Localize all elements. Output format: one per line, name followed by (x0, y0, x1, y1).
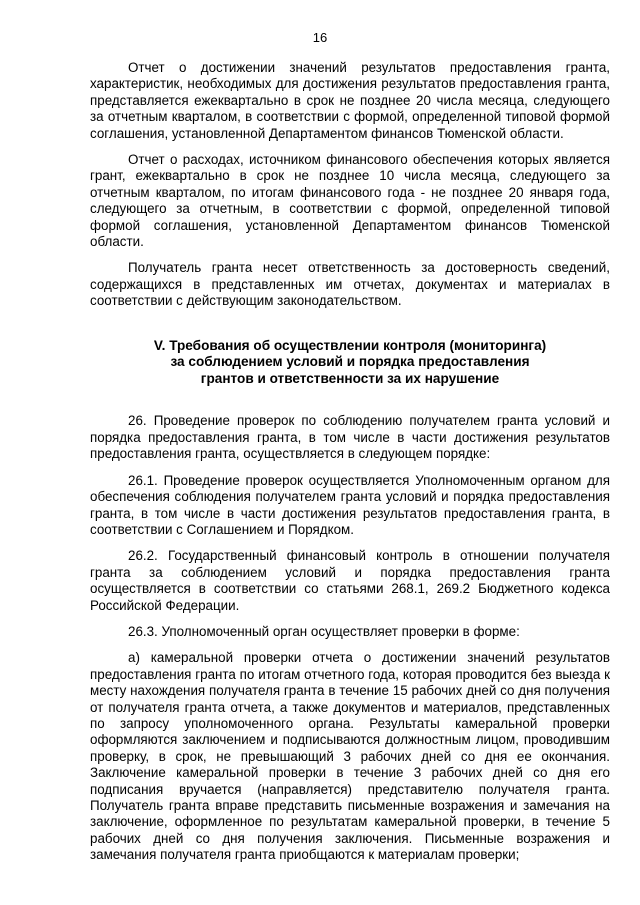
paragraph-results-report: Отчет о достижении значений результатов предоставления гранта, характеристик, необходимых для достижения результатов предоставления гранта, представляется ежеквартально в срок не позднее 20 числа месяца, следующего за отчетным кварталом, в соответствии с формой, определенной типовой формой соглашения, установленной Департаментом финансов Тюменской области. (90, 60, 610, 141)
section-heading-line: V. Требования об осуществлении контроля (мониторинга) (153, 337, 547, 353)
paragraph-item-26: 26. Проведение проверок по соблюдению получателем гранта условий и порядка предоставления гранта, в том числе в части достижения результатов предоставления гранта, осуществляется в следующем порядке: (90, 413, 610, 462)
page-number: 16 (312, 30, 328, 45)
paragraph-responsibility: Получатель гранта несет ответственность за достоверность сведений, содержащихся в представленных им отчетах, документах и материалах в соответствии с действующим законодательством. (90, 260, 610, 309)
section-heading-line: грантов и ответственности за их нарушение (200, 370, 500, 386)
paragraph-item-26-1: 26.1. Проведение проверок осуществляется Уполномоченным органом для обеспечения соблюдения получателем гранта условий и порядка предоставления гранта, в том числе в части достижения результатов предоставления гранта, в соответствии с Соглашением и Порядком. (90, 472, 610, 537)
section-heading (90, 338, 610, 388)
paragraph-item-26-3: 26.3. Уполномоченный орган осуществляет проверки в форме: (128, 623, 520, 639)
paragraph-item-26-3-a: а) камеральной проверки отчета о достижении значений результатов предоставления гранта по итогам отчетного года, которая проводится без выезда к месту нахождения получателя гранта в течение 15 рабочих дней со дня получения от получателя гранта отчета, а также документов и материалов, представленных по запросу уполномоченного органа. Результаты камеральной проверки оформляются заключением и подписываются должностным лицом, проводившим проверку, в срок, не превышающий 3 рабочих дней со дня ее окончания. Заключение камеральной проверки в течение 3 рабочих дней со дня его подписания вручается (направляется) представителю получателя гранта. Получатель гранта вправе представить письменные возражения и замечания на заключение, оформленное по результатам камеральной проверки, в течение 5 рабочих дней со дня получения заключения. Письменные возражения и замечания получателя гранта приобщаются к материалам проверки; (90, 650, 610, 863)
paragraph-item-26-2: 26.2. Государственный финансовый контроль в отношении получателя гранта за соблюдением условий и порядка предоставления гранта осуществляется в соответствии со статьями 268.1, 269.2 Бюджетного кодекса Российской Федерации. (90, 548, 610, 613)
document-body (90, 60, 610, 874)
paragraph-expenses-report: Отчет о расходах, источником финансового обеспечения которых является грант, ежеквартально в срок не позднее 10 числа месяца, следующего за отчетным кварталом, по итогам финансового года - не позднее 20 января года, следующего за отчетным, в соответствии с формой, определенной типовой формой соглашения, установленной Департаментом финансов Тюменской области. (90, 152, 610, 250)
section-heading-line: за соблюдением условий и порядка предоставления (170, 354, 530, 370)
